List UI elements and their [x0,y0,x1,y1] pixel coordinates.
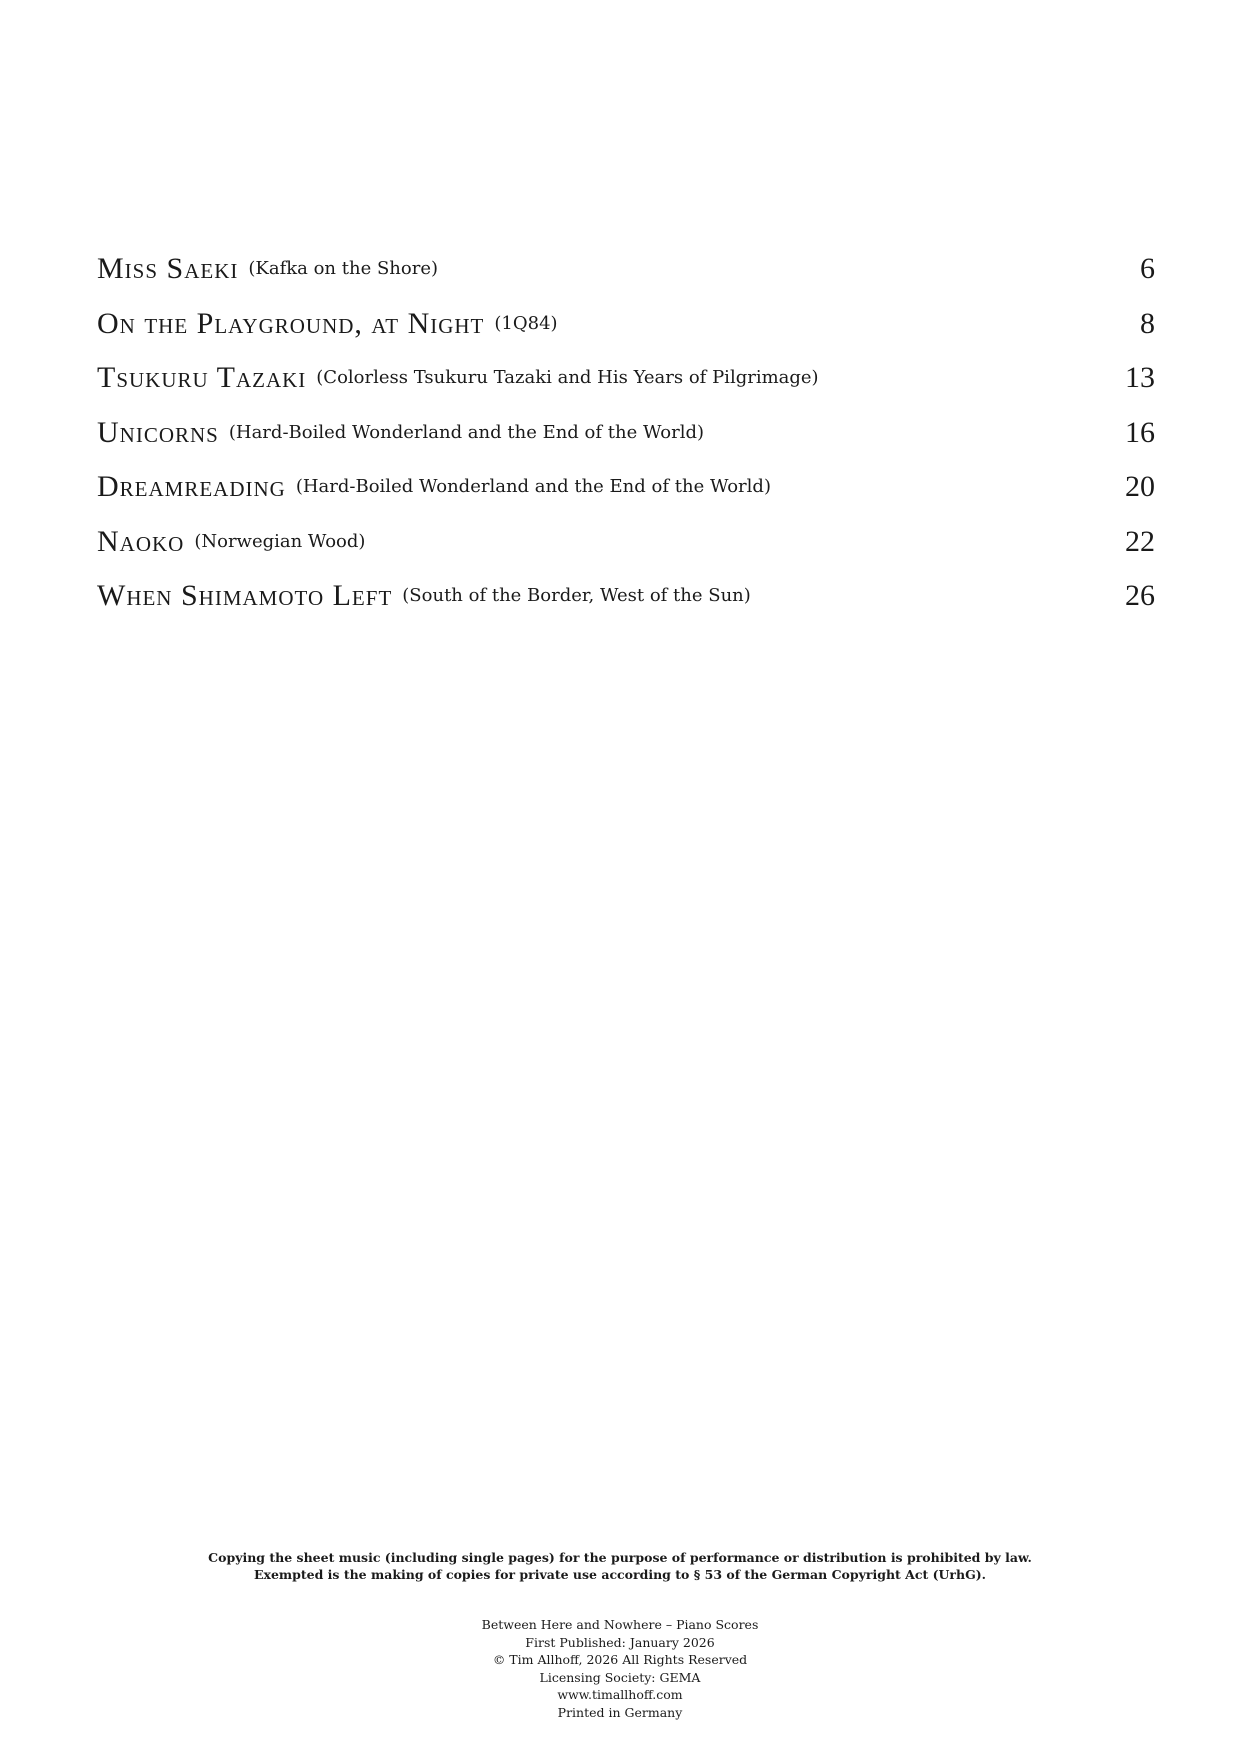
toc-title: Unicorns [97,415,219,449]
toc-title: Naoko [97,524,185,558]
toc-source: (Hard-Boiled Wonderland and the End of the World) [295,476,771,497]
toc-entry-dreamreading[interactable] [97,470,1155,525]
toc-source: (South of the Border, West of the Sun) [402,585,751,606]
toc-source: (Norwegian Wood) [194,530,366,552]
toc-source: (Colorless Tsukuru Tazaki and His Years of Pilgrimage) [316,367,819,388]
toc-entry-on-the-playground[interactable] [97,307,1155,362]
imprint-website[interactable]: www.timallhoff.com [557,1687,683,1703]
toc-entry-when-shimamoto-left[interactable] [97,579,1155,634]
copyright-notice-line: Copying the sheet music (including single pages) for the purpose of performance or distribution is prohibited by law. [208,1550,1032,1565]
table-of-contents [97,252,1155,634]
imprint-printed-in: Printed in Germany [557,1704,683,1720]
toc-page-number: 20 [1125,470,1155,503]
toc-page-number: 26 [1125,579,1155,612]
toc-entry-naoko[interactable] [97,525,1155,580]
copyright-notice-line: Exempted is the making of copies for private use according to § 53 of the German Copyright Act (UrhG). [253,1567,987,1582]
toc-source: (Kafka on the Shore) [248,258,438,279]
toc-entry-tsukuru-tazaki[interactable] [97,361,1155,416]
copyright-notice [0,1549,1240,1583]
imprint-licensing: Licensing Society: GEMA [539,1669,701,1685]
imprint [0,1616,1240,1722]
toc-title: Dreamreading [97,470,286,503]
toc-page-number: 16 [1125,415,1155,449]
toc-source: (Hard-Boiled Wonderland and the End of the World) [228,421,704,443]
toc-source: (1Q84) [494,312,558,334]
toc-title: When Shimamoto Left [97,579,393,612]
toc-page-number: 6 [1140,252,1155,285]
toc-title: Miss Saeki [97,252,239,285]
toc-page-number: 13 [1125,361,1155,394]
toc-entry-miss-saeki[interactable] [97,252,1155,307]
toc-page-number: 22 [1125,524,1155,558]
imprint-publication-date: First Published: January 2026 [525,1634,715,1650]
imprint-copyright: © Tim Allhoff, 2026 All Rights Reserved [492,1652,748,1668]
toc-title: Tsukuru Tazaki [97,361,307,394]
imprint-book-title: Between Here and Nowhere – Piano Scores [481,1617,759,1632]
toc-entry-unicorns[interactable] [97,416,1155,471]
toc-page-number: 8 [1140,306,1155,340]
toc-title: On the Playground, at Night [97,306,485,340]
